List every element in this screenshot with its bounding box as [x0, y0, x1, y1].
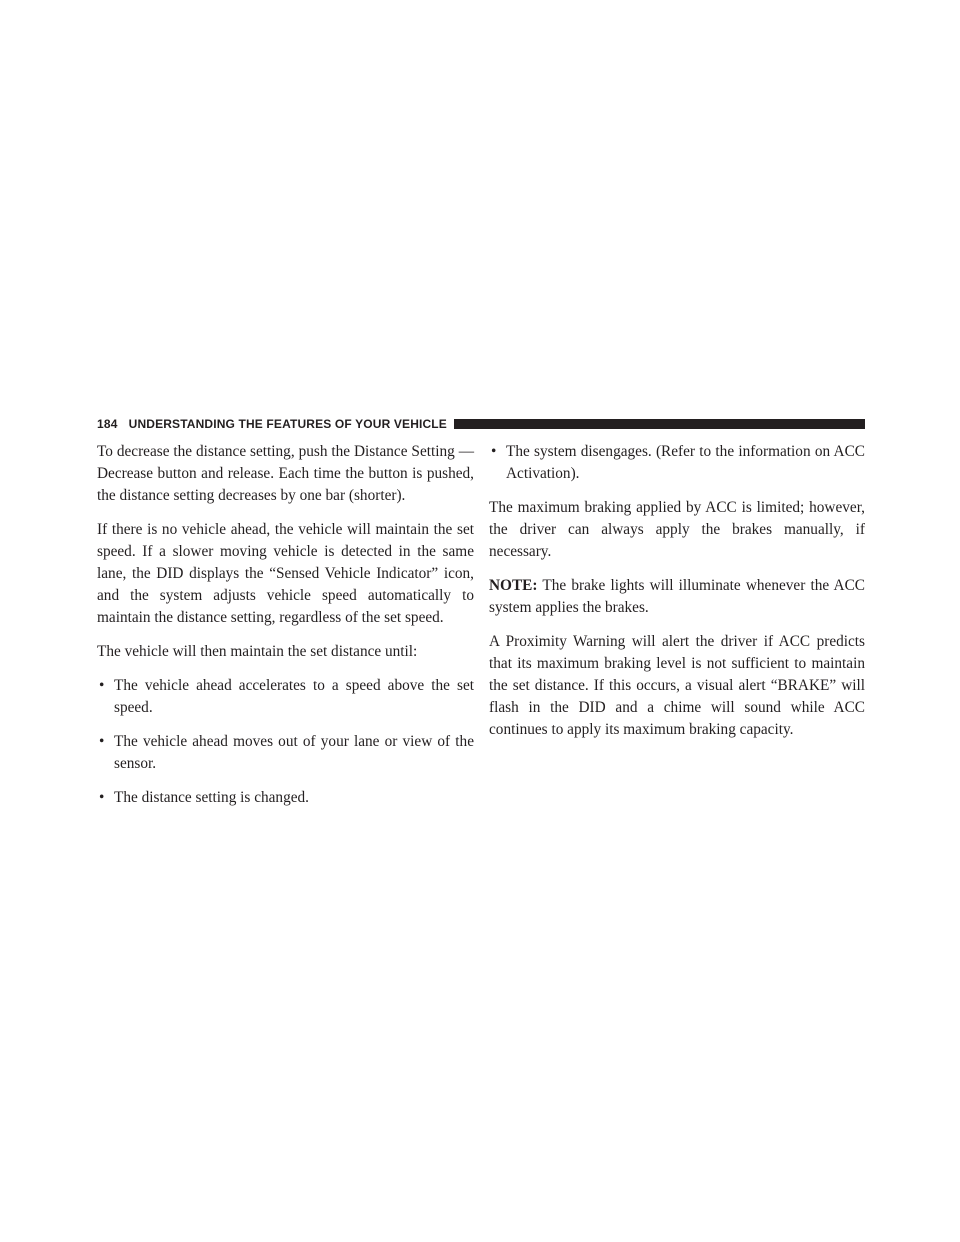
header-rule — [454, 419, 865, 429]
page-number: 184 — [97, 417, 118, 431]
paragraph-proximity-warning: A Proximity Warning will alert the driver if ACC predicts that its maximum braking level is not sufficient to maintain the set distance. If this occurs, a visual alert “BRAKE” will flash in the DID and a chime will sound while ACC continues to apply its maximum braking capacity. — [489, 633, 865, 738]
list-item: • The vehicle ahead moves out of your lane or view of the sensor. — [97, 731, 474, 775]
condition-list-continued — [489, 441, 865, 485]
note-label: NOTE: — [489, 577, 538, 594]
list-item: • The vehicle ahead accelerates to a speed above the set speed. — [97, 675, 474, 719]
note-text: The brake lights will illuminate whenever the ACC system applies the brakes. — [489, 577, 865, 616]
paragraph-maintain-until: The vehicle will then maintain the set distance until: — [97, 643, 418, 660]
paragraph-decrease-distance: To decrease the distance setting, push the Distance Setting — Decrease button and release. Each time the button is pushed, the distance setting decreases by one bar (shorter). — [97, 443, 474, 504]
list-item: • The system disengages. (Refer to the information on ACC Activation). — [489, 441, 865, 485]
section-title: UNDERSTANDING THE FEATURES OF YOUR VEHICLE — [128, 417, 447, 431]
page-header — [97, 418, 865, 430]
condition-list — [97, 675, 474, 809]
note-paragraph — [489, 575, 865, 619]
list-item: • The distance setting is changed. — [97, 787, 474, 809]
paragraph-maximum-braking: The maximum braking applied by ACC is limited; however, the driver can always apply the brakes manually, if necessary. — [489, 499, 865, 560]
paragraph-no-vehicle-ahead: If there is no vehicle ahead, the vehicle will maintain the set speed. If a slower moving vehicle is detected in the same lane, the DID displays the “Sensed Vehicle Indicator” icon, and the system adjusts vehicle speed automatically to maintain the distance setting, regardless of the set speed. — [97, 521, 474, 626]
right-column — [489, 441, 865, 753]
left-column — [97, 441, 474, 821]
